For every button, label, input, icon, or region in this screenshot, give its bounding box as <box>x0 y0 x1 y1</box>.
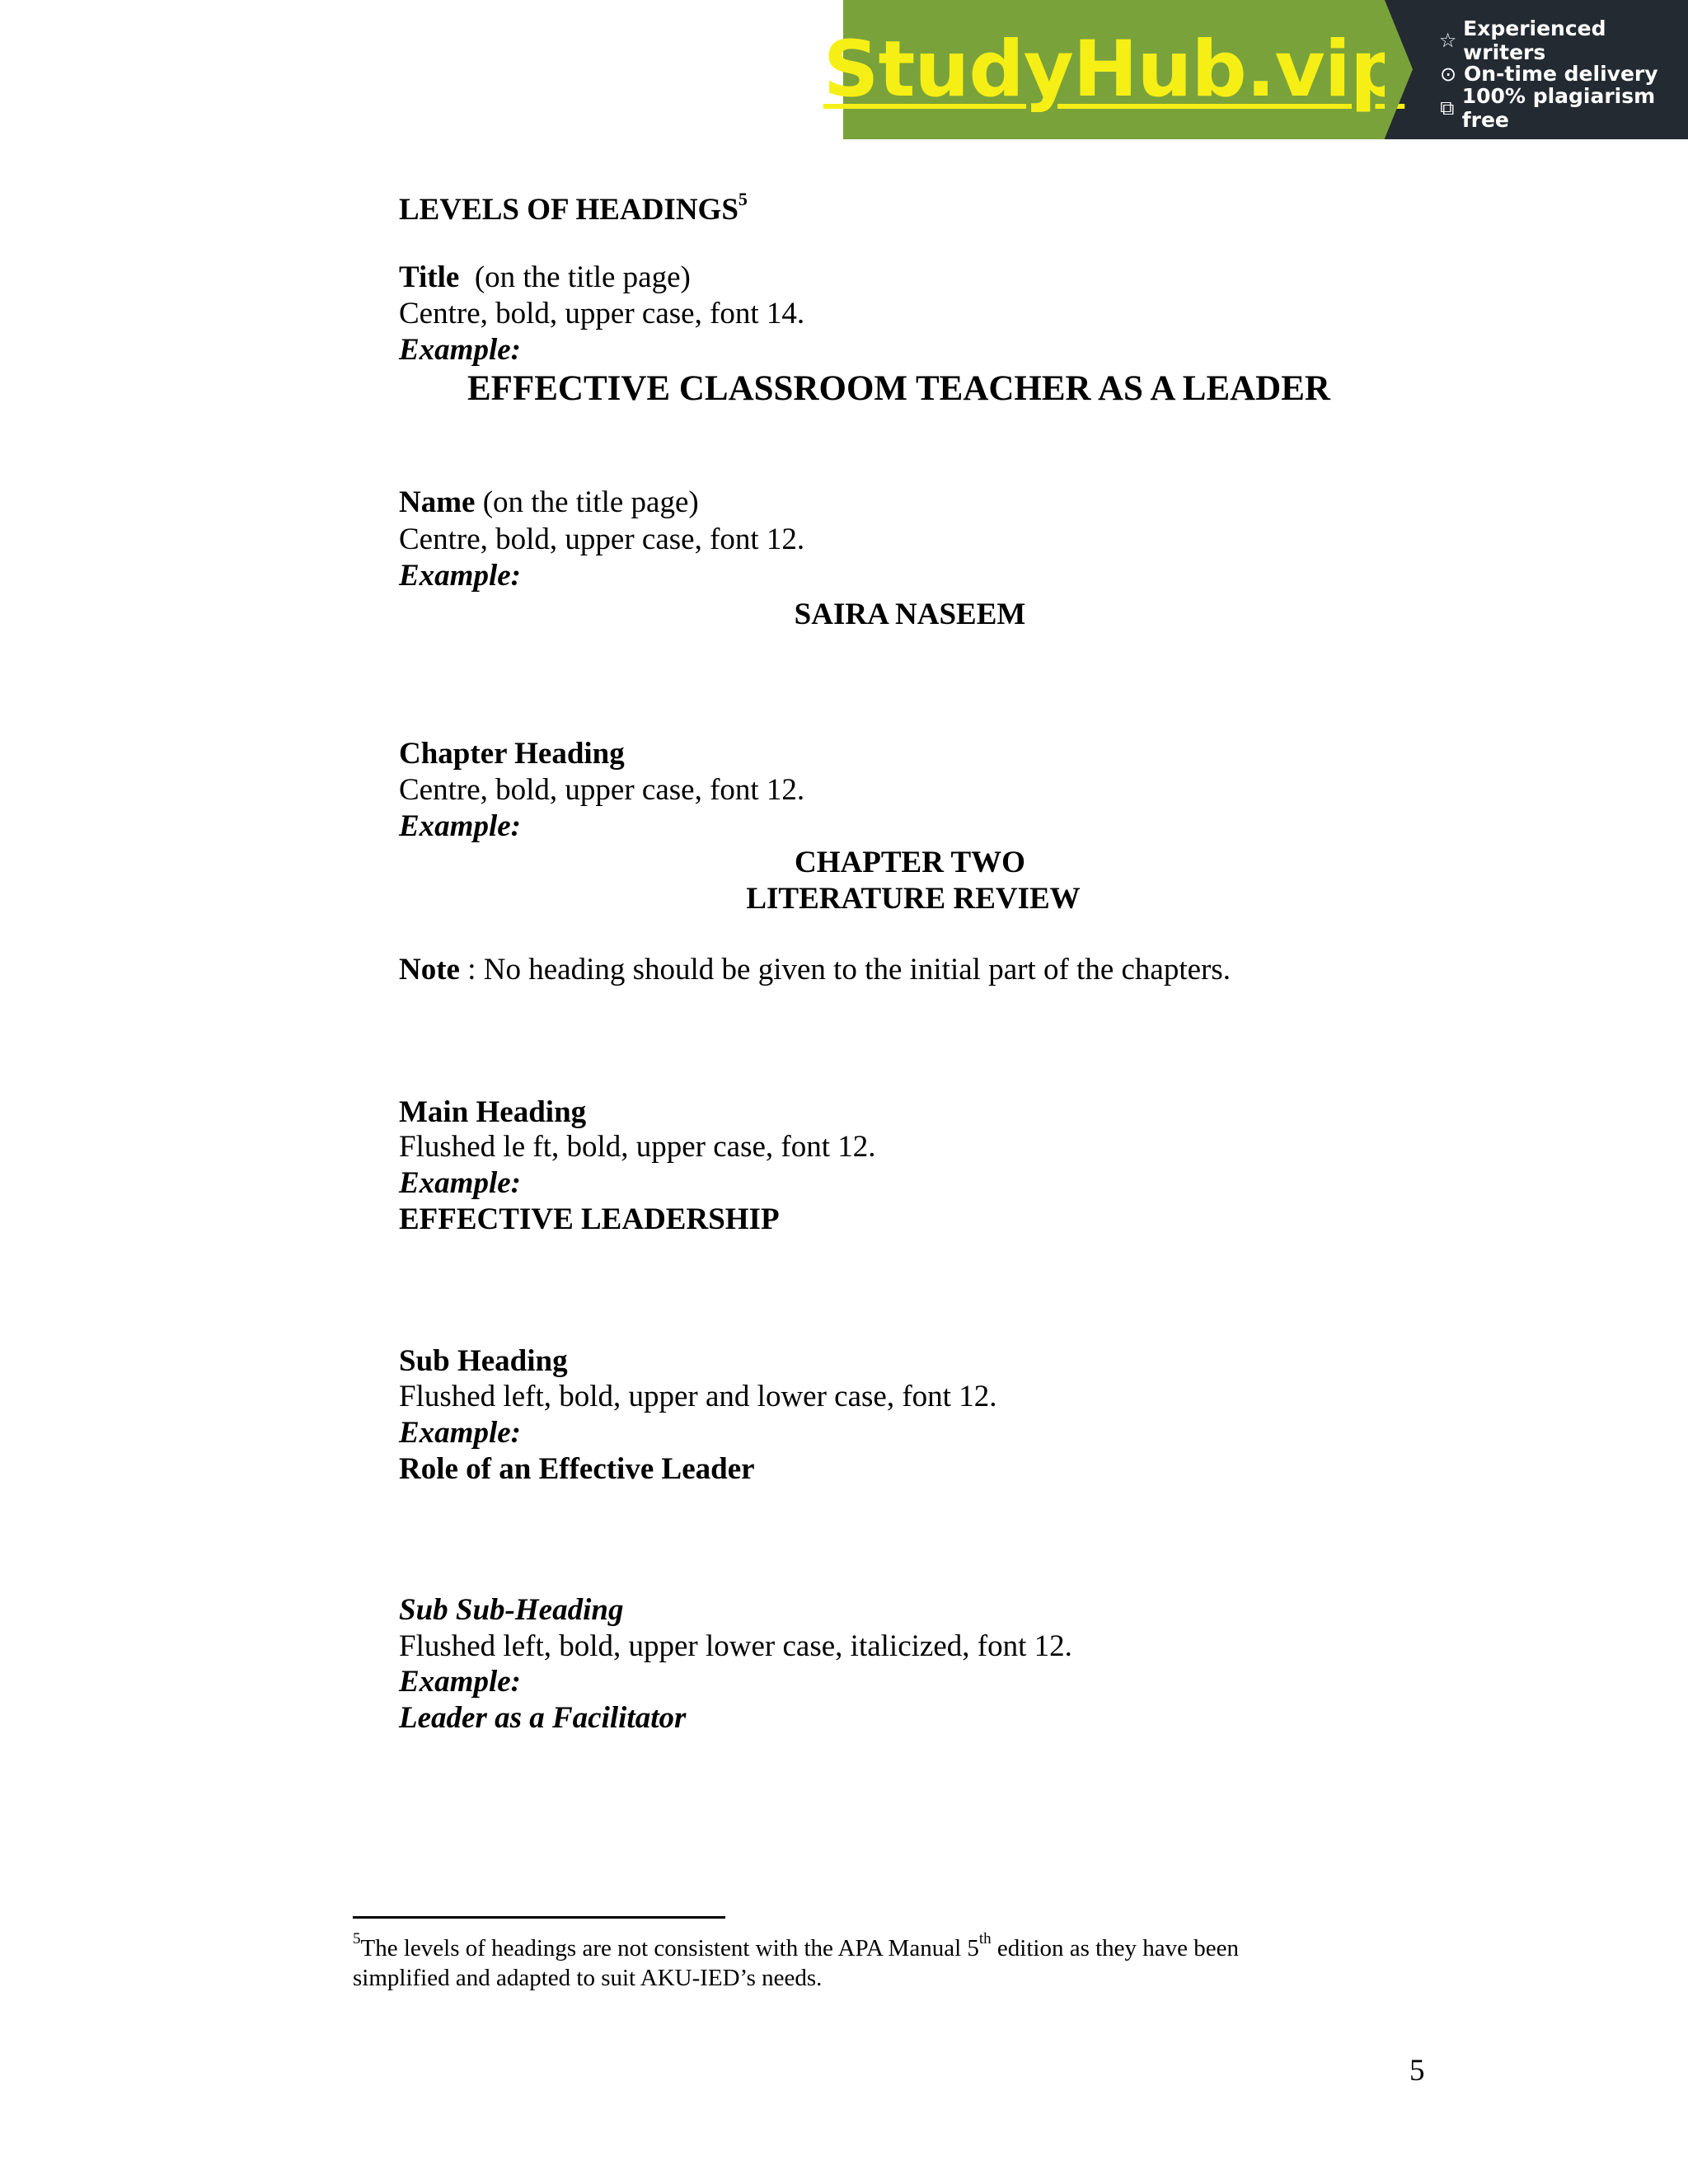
footnote-line2: simplified and adapted to suit AKU-IED’s needs. <box>353 1965 823 1991</box>
subsub-example-label: Example: <box>399 1665 521 1699</box>
footnote-mark: 5 <box>353 1930 361 1948</box>
clock-icon: ⊙ <box>1439 62 1457 86</box>
feature-item <box>1437 83 1688 132</box>
brand-panel <box>823 0 1405 139</box>
sub-heading-description: Flushed left, bold, upper and lower case, font 12. <box>399 1380 997 1413</box>
title-example: EFFECTIVE CLASSROOM TEACHER AS A LEADER <box>467 369 1330 408</box>
name-label-suffix: (on the title page) <box>482 485 699 519</box>
document-heading <box>399 188 748 227</box>
note-line <box>399 954 1231 985</box>
note-label: Note <box>399 953 460 987</box>
feature-text: Experienced writers <box>1463 16 1606 64</box>
title-label-suffix: (on the title page) <box>474 260 691 294</box>
promo-banner[interactable] <box>823 0 1688 139</box>
title-label: Title <box>399 260 460 294</box>
footnote-superscript: th <box>978 1930 992 1948</box>
page-number: 5 <box>1409 2054 1425 2088</box>
main-heading-description: Flushed le ft, bold, upper case, font 12. <box>399 1130 876 1164</box>
name-label-line <box>399 487 699 518</box>
document-heading-text: LEVELS OF HEADINGS <box>399 193 738 227</box>
note-text: : No heading should be given to the initial part of the chapters. <box>467 953 1231 987</box>
main-example: EFFECTIVE LEADERSHIP <box>399 1202 780 1236</box>
main-example-label: Example: <box>399 1166 521 1200</box>
feature-item <box>1437 16 1688 64</box>
brand-logo: StudyHub.vip <box>823 25 1405 115</box>
footnote-reference: 5 <box>738 188 748 209</box>
title-label-line <box>399 262 691 293</box>
name-example-label: Example: <box>399 559 521 593</box>
star-outline-icon: ☆ <box>1438 28 1457 52</box>
chapter-example-label: Example: <box>399 809 521 843</box>
name-label: Name <box>399 485 476 519</box>
chapter-example-line2: LITERATURE REVIEW <box>746 882 1081 916</box>
subsub-heading-label: Sub Sub-Heading <box>399 1593 624 1627</box>
feature-text: 100% plagiarism free <box>1461 83 1656 132</box>
footnote-text-before: The levels of headings are not consistent with the APA Manual 5 <box>360 1935 979 1961</box>
copy-icon: ⧉ <box>1440 96 1455 120</box>
footnote-separator <box>353 1916 725 1919</box>
footnote-line1 <box>353 1930 1240 1961</box>
chapter-heading-label: Chapter Heading <box>399 737 625 771</box>
sub-example: Role of an Effective Leader <box>399 1452 755 1486</box>
name-description: Centre, bold, upper case, font 12. <box>399 523 805 556</box>
main-heading-label: Main Heading <box>399 1095 587 1129</box>
chapter-example-line1: CHAPTER TWO <box>795 846 1025 879</box>
feature-text: On-time delivery <box>1464 62 1658 86</box>
name-example: SAIRA NASEEM <box>794 598 1026 631</box>
chapter-heading-description: Centre, bold, upper case, font 12. <box>399 773 805 807</box>
title-example-label: Example: <box>399 333 521 367</box>
feature-list <box>1385 0 1688 139</box>
title-description: Centre, bold, upper case, font 14. <box>399 297 805 330</box>
footnote-text-after: edition as they have been <box>991 1935 1240 1961</box>
subsub-example: Leader as a Facilitator <box>399 1701 687 1735</box>
subsub-heading-description: Flushed left, bold, upper lower case, italicized, font 12. <box>399 1629 1072 1663</box>
sub-heading-label: Sub Heading <box>399 1344 568 1378</box>
sub-example-label: Example: <box>399 1416 521 1450</box>
